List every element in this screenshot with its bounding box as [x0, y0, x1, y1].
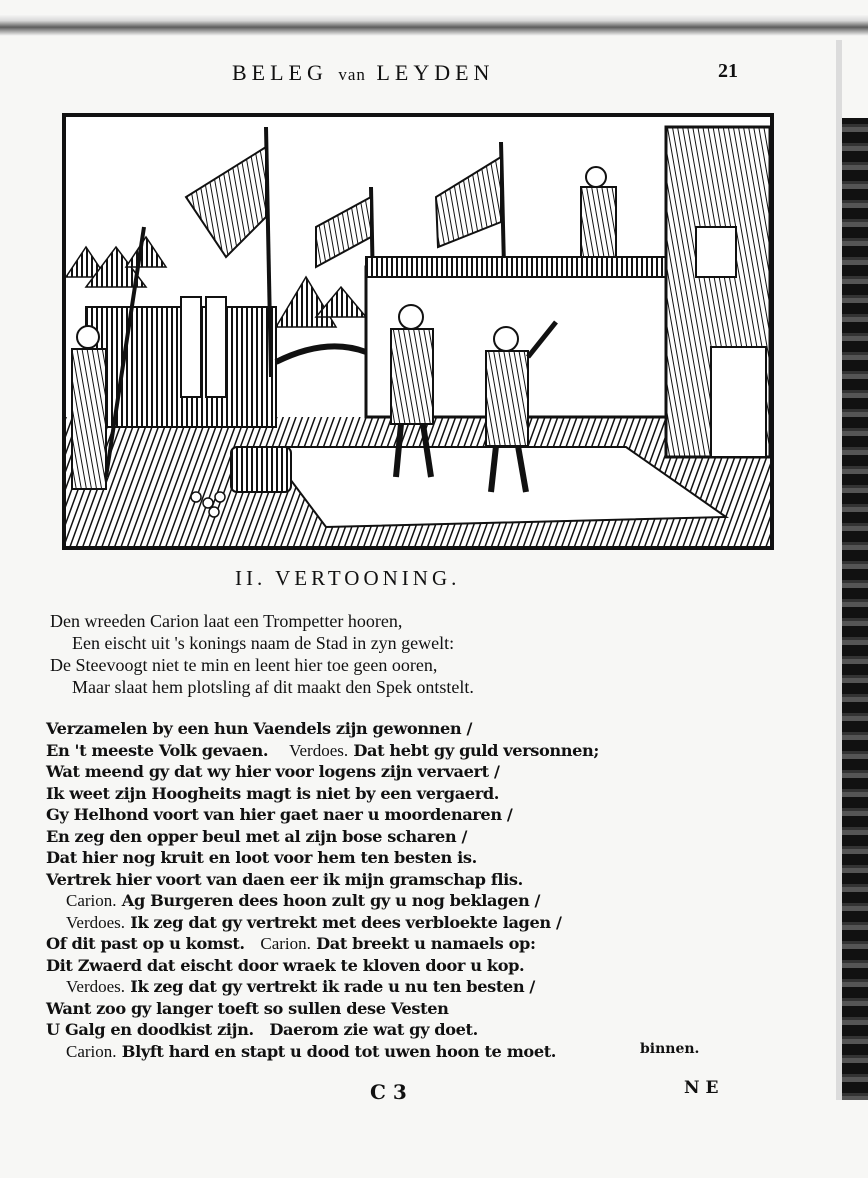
dialogue-text — [46, 718, 599, 1062]
dialogue-line: Ik weet zijn Hoogheits magt is niet by een vergaerd. — [46, 783, 499, 803]
dialogue-line: Verzamelen by een hun Vaendels zijn gewonnen / — [46, 719, 473, 738]
catchword: binnen. — [640, 1041, 700, 1057]
siege-scene — [66, 117, 770, 546]
dialogue-line: En zeg den opper beul met al zijn bose scharen / — [46, 826, 468, 846]
dialogue-line: Wat meend gy dat wy hier voor logens zijn vervaert / — [46, 762, 500, 781]
speaker-name: Carion. — [66, 1041, 117, 1061]
running-head-left: BELEG — [232, 60, 328, 85]
dialogue-line: Carion. Blyft hard en stapt u dood tot uwen hoon te moet. — [66, 1041, 557, 1061]
woodcut-illustration — [62, 113, 774, 550]
speaker-name: Carion. — [66, 891, 117, 910]
dialogue-line: Dat hier nog kruit en loot voor hem ten besten is. — [46, 848, 477, 867]
speaker-name: Carion. — [260, 934, 311, 953]
dialogue-line: Want zoo gy langer toeft so sullen dese Vesten — [46, 998, 449, 1018]
next-catchword: N E — [684, 1078, 719, 1098]
dialogue-line: U Galg en doodkist zijn. Daerom zie wat gy doet. — [46, 1020, 478, 1039]
dialogue-line: Verdoes. Ik zeg dat gy vertrekt ik rade u nu ten besten / — [66, 977, 535, 996]
verse-line: De Steevoogt niet te min en leent hier toe geen ooren, — [50, 655, 438, 675]
section-title: II. VERTOONING. — [235, 566, 461, 590]
speaker-name: Verdoes. — [66, 912, 126, 932]
running-head-middle: van — [338, 65, 366, 84]
dialogue-line: Of dit past op u komst. Carion. Dat breekt u namaels op: — [46, 934, 536, 953]
signature-mark: C 3 — [370, 1080, 407, 1104]
page-number: 21 — [718, 60, 738, 82]
verse-line: Maar slaat hem plotsling af dit maakt den Spek ontstelt. — [72, 677, 474, 697]
speaker-name: Verdoes. — [66, 977, 126, 996]
argument-verse — [50, 610, 474, 698]
running-head — [232, 60, 494, 86]
adjacent-page-edge — [842, 118, 868, 1100]
speaker-name: Verdoes. — [289, 740, 349, 760]
dialogue-line: Vertrek hier voort van daen eer ik mijn gramschap flis. — [46, 869, 523, 889]
dialogue-line: En 't meeste Volk gevaen. Verdoes. Dat hebt gy guld versonnen; — [46, 740, 599, 760]
dialogue-line: Verdoes. Ik zeg dat gy vertrekt met dees verbloekte lagen / — [66, 912, 562, 932]
page-top-edge — [0, 14, 868, 36]
dialogue-line: Dit Zwaerd dat eischt door wraek te kloven door u kop. — [46, 955, 525, 975]
dialogue-line: Carion. Ag Burgeren dees hoon zult gy u nog beklagen / — [66, 891, 541, 910]
dialogue-line: Gy Helhond voort van hier gaet naer u moordenaren / — [46, 805, 513, 824]
running-head-right: LEYDEN — [376, 60, 495, 85]
verse-line: Een eischt uit 's konings naam de Stad in zyn gewelt: — [72, 633, 455, 653]
verse-line: Den wreeden Carion laat een Trompetter hooren, — [50, 611, 403, 631]
